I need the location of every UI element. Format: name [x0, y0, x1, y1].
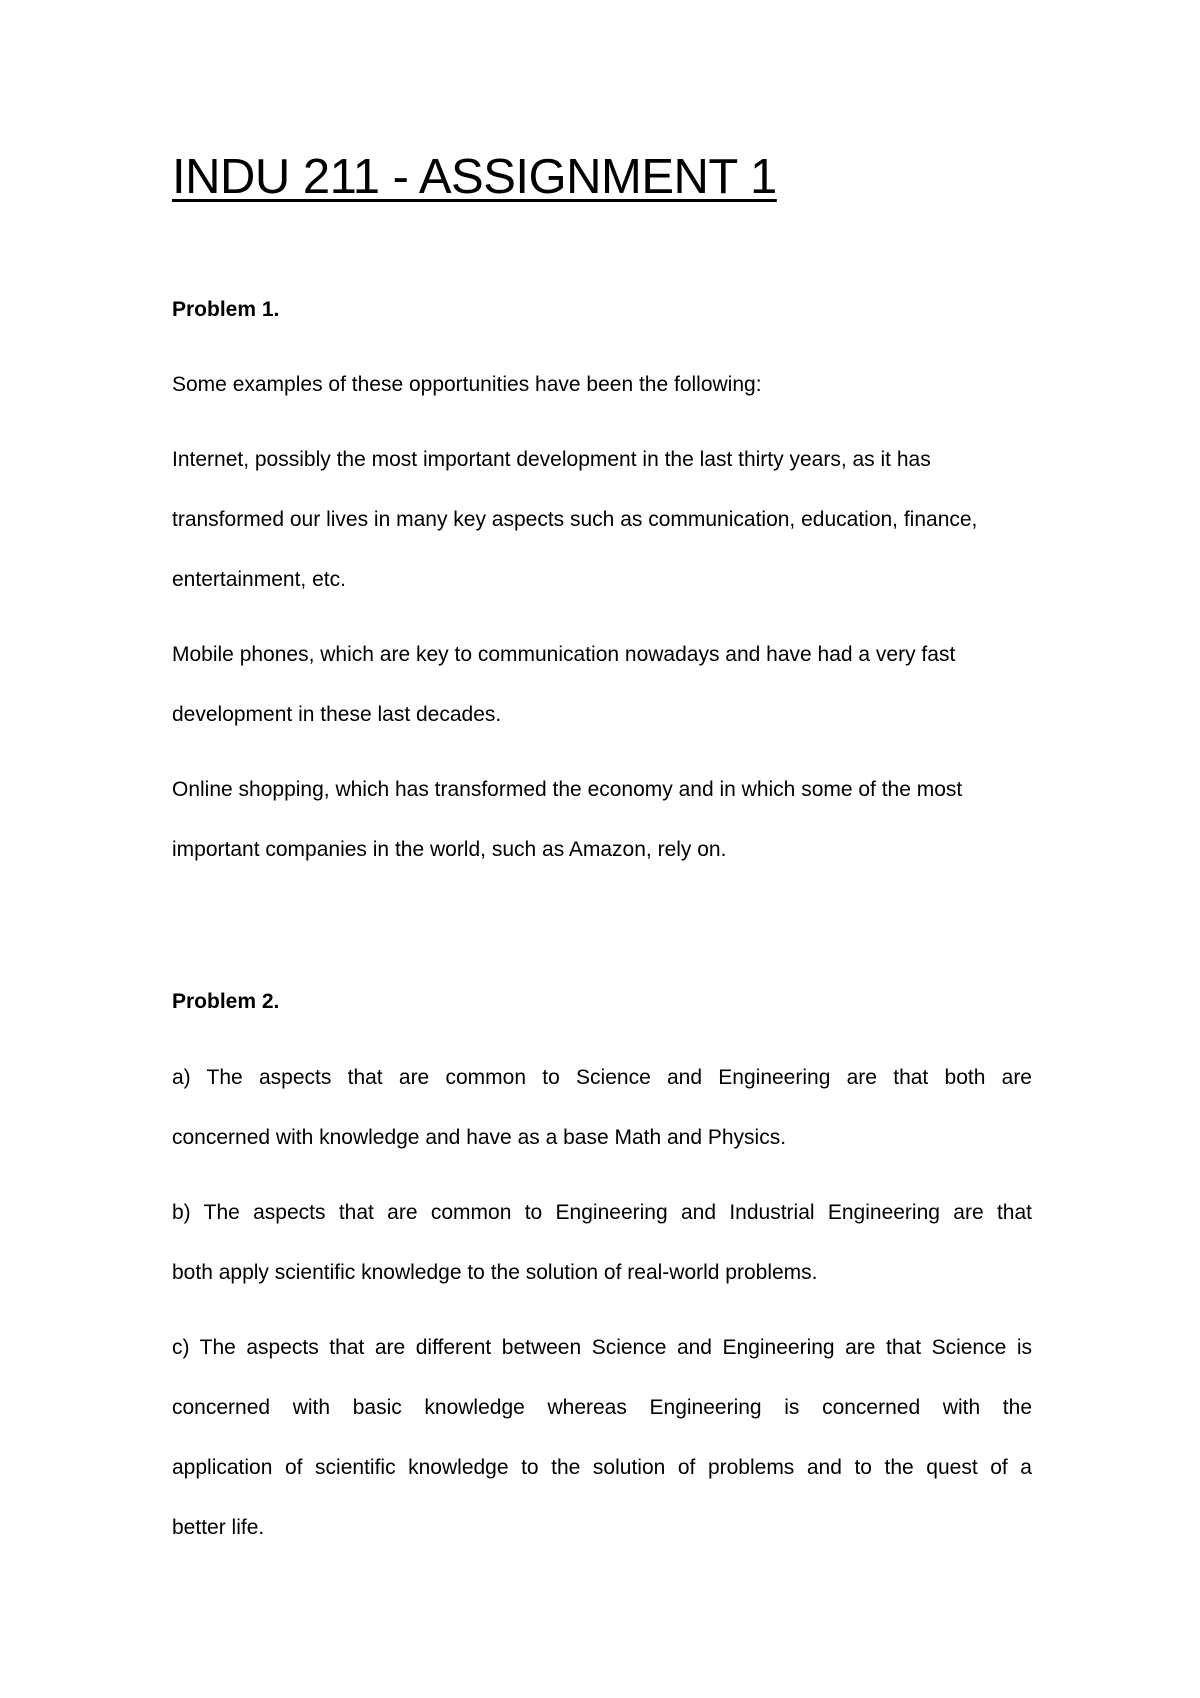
problem-1-mobile-line-2: development in these last decades. — [172, 703, 502, 726]
problem-1-mobile-line-1: Mobile phones, which are key to communication nowadays and have had a very fast — [172, 643, 956, 666]
problem-2-c-line-4: better life. — [172, 1516, 265, 1539]
problem-2-a-line-2: concerned with knowledge and have as a base Math and Physics. — [172, 1126, 787, 1149]
problem-2-heading: Problem 2. — [172, 990, 280, 1013]
problem-1-intro: Some examples of these opportunities have been the following: — [172, 373, 762, 396]
problem-1-shopping-line-2: important companies in the world, such as Amazon, rely on. — [172, 838, 727, 861]
problem-1-internet-line-2: transformed our lives in many key aspects such as communication, education, finance, — [172, 508, 978, 531]
problem-1-shopping-line-1: Online shopping, which has transformed the economy and in which some of the most — [172, 778, 963, 801]
document-title: INDU 211 - ASSIGNMENT 1 — [172, 150, 777, 204]
problem-2-c-line-2: concerned with basic knowledge whereas Engineering is concerned with the — [172, 1396, 1032, 1419]
problem-2-b-line-2: both apply scientific knowledge to the solution of real-world problems. — [172, 1261, 818, 1284]
problem-1-heading: Problem 1. — [172, 298, 280, 321]
problem-1-internet-line-1: Internet, possibly the most important development in the last thirty years, as it has — [172, 448, 931, 471]
problem-2-c-line-3: application of scientific knowledge to the solution of problems and to the quest of a — [172, 1456, 1032, 1479]
problem-2-c-line-1: c) The aspects that are different between Science and Engineering are that Science is — [172, 1336, 1032, 1359]
problem-2-a-line-1: a) The aspects that are common to Science and Engineering are that both are — [172, 1066, 1032, 1089]
problem-2-b-line-1: b) The aspects that are common to Engineering and Industrial Engineering are that — [172, 1201, 1032, 1224]
problem-1-internet-line-3: entertainment, etc. — [172, 568, 346, 591]
